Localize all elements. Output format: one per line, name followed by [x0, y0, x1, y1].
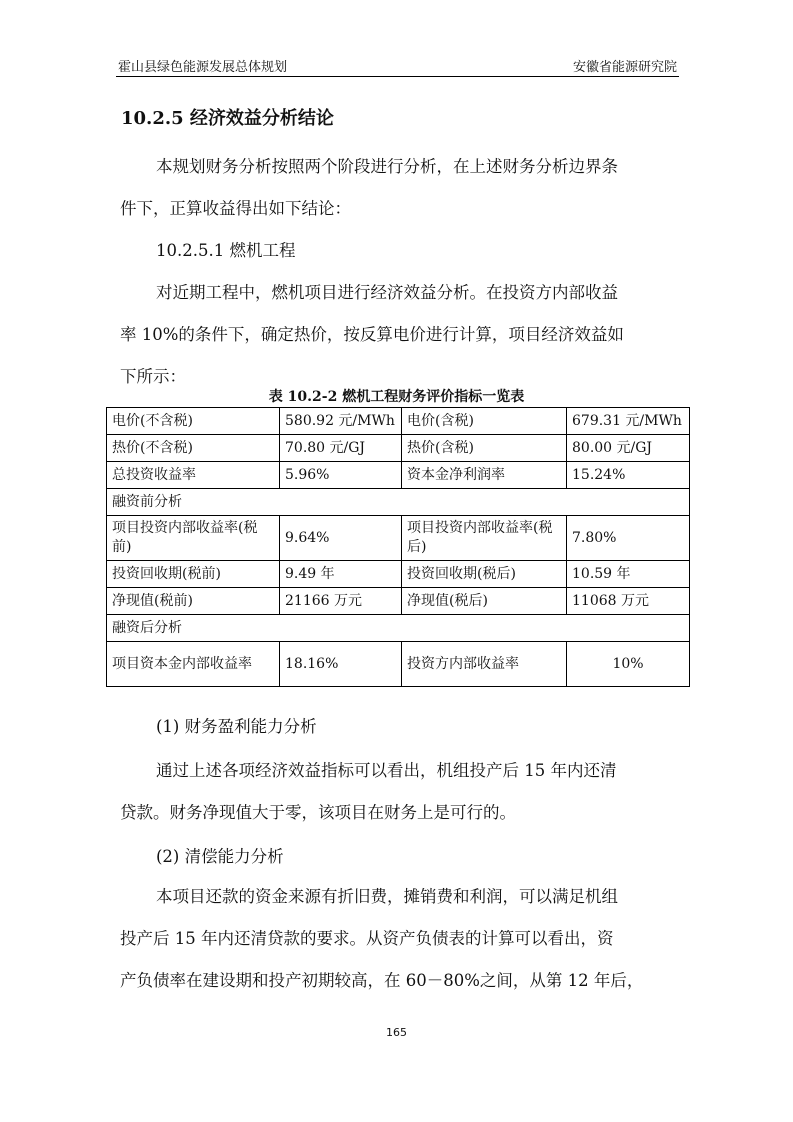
table-cell: 10% — [567, 642, 690, 687]
table-caption: 表 10.2-2 燃机工程财务评价指标一览表 — [268, 389, 525, 405]
table-cell: 项目投资内部收益率(税前) — [107, 516, 280, 561]
table-cell: 18.16% — [280, 642, 402, 687]
table-row — [107, 642, 690, 687]
table-cell: 投资方内部收益率 — [402, 642, 567, 687]
table-cell: 10.59 年 — [567, 561, 690, 588]
paragraph-line: 产负债率在建设期和投产初期较高，在 60－80%之间，从第 12 年后， — [120, 971, 644, 990]
heading-label: (1) 财务盈利能力分析 — [156, 717, 317, 736]
subsection-label: 10.2.5.1 燃机工程 — [156, 241, 296, 260]
table-cell: 投资回收期(税前) — [107, 561, 280, 588]
header-organization: 安徽省能源研究院 — [572, 60, 677, 75]
paragraph-line: 贷款。财务净现值大于零，该项目在财务上是可行的。 — [120, 803, 516, 822]
table-cell: 净现值(税前) — [107, 588, 280, 615]
table-cell: 资本金净利润率 — [402, 462, 567, 489]
table-cell: 80.00 元/GJ — [567, 435, 690, 462]
table-section-row — [107, 615, 690, 642]
table-cell: 70.80 元/GJ — [280, 435, 402, 462]
header-document-title: 霍山县绿色能源发展总体规划 — [118, 60, 288, 75]
paragraph-line: 本项目还款的资金来源有折旧费，摊销费和利润，可以满足机组 — [156, 887, 618, 906]
table-cell: 5.96% — [280, 462, 402, 489]
table-cell: 净现值(税后) — [402, 588, 567, 615]
section-title: 10.2.5 经济效益分析结论 — [121, 108, 334, 129]
profitability-paragraph — [120, 750, 680, 834]
intro-paragraph — [120, 146, 680, 230]
table-cell: 11068 万元 — [567, 588, 690, 615]
table-row — [107, 408, 690, 435]
table-row — [107, 561, 690, 588]
section-label-cell: 融资后分析 — [107, 615, 690, 642]
table-cell: 679.31 元/MWh — [567, 408, 690, 435]
section-label-cell: 融资前分析 — [107, 489, 690, 516]
paragraph-line: 率 10%的条件下，确定热价，按反算电价进行计算，项目经济效益如 — [120, 325, 624, 344]
paragraph-line: 对近期工程中，燃机项目进行经济效益分析。在投资方内部收益 — [156, 283, 618, 302]
table-cell: 7.80% — [567, 516, 690, 561]
heading-label: (2) 清偿能力分析 — [156, 847, 284, 866]
paragraph-line: 件下，正算收益得出如下结论： — [120, 199, 351, 218]
table-row — [107, 588, 690, 615]
paragraph-line: 下所示： — [120, 367, 186, 386]
table-row — [107, 462, 690, 489]
table-cell: 15.24% — [567, 462, 690, 489]
table-cell: 9.49 年 — [280, 561, 402, 588]
table-cell: 9.64% — [280, 516, 402, 561]
heading-solvency — [120, 836, 680, 878]
table-cell: 电价(含税) — [402, 408, 567, 435]
subsection-title — [120, 230, 680, 272]
table-cell: 热价(含税) — [402, 435, 567, 462]
paragraph-line: 投产后 15 年内还清贷款的要求。从资产负债表的计算可以看出，资 — [120, 929, 614, 948]
financial-indicators-table — [106, 407, 690, 687]
table-cell: 项目投资内部收益率(税后) — [402, 516, 567, 561]
paragraph-line: 通过上述各项经济效益指标可以看出，机组投产后 15 年内还清 — [156, 761, 617, 780]
table-cell: 总投资收益率 — [107, 462, 280, 489]
table-row — [107, 435, 690, 462]
table-cell: 电价(不含税) — [107, 408, 280, 435]
table-cell: 项目资本金内部收益率 — [107, 642, 280, 687]
paragraph-line: 本规划财务分析按照两个阶段进行分析，在上述财务分析边界条 — [156, 157, 618, 176]
table-section-row — [107, 489, 690, 516]
heading-profitability — [120, 706, 680, 748]
page-number: 165 — [386, 1026, 407, 1039]
header-divider — [116, 76, 679, 77]
table-cell: 投资回收期(税后) — [402, 561, 567, 588]
table-cell: 21166 万元 — [280, 588, 402, 615]
table-cell: 热价(不含税) — [107, 435, 280, 462]
table-row — [107, 516, 690, 561]
table-cell: 580.92 元/MWh — [280, 408, 402, 435]
solvency-paragraph — [120, 876, 680, 1002]
gas-turbine-paragraph — [120, 272, 680, 398]
